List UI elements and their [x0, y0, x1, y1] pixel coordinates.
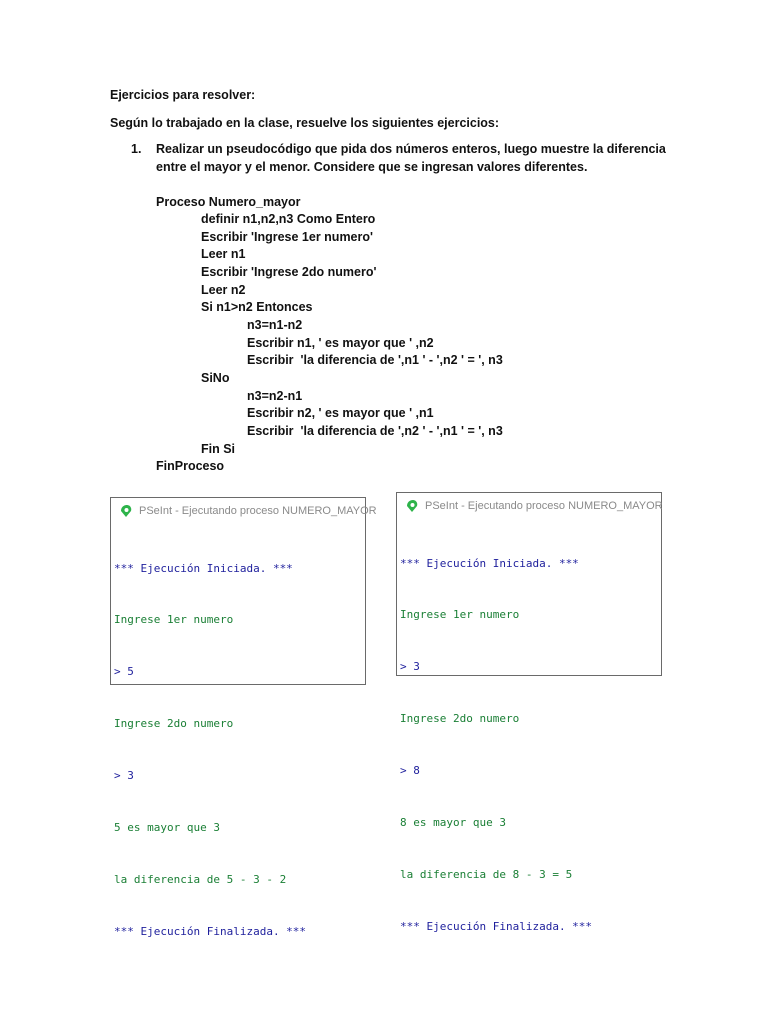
terminal-title: PSeInt - Ejecutando proceso NUMERO_MAYOR: [425, 500, 663, 512]
code-line: Escribir 'la diferencia de ',n2 ' - ',n1 ' = ', n3: [247, 424, 503, 438]
terminal-title-bar: [119, 503, 377, 519]
terminal-line: Ingrese 2do numero: [400, 712, 520, 726]
code-line: Leer n2: [201, 283, 246, 297]
terminal-line: 8 es mayor que 3: [400, 816, 506, 830]
pseint-logo-icon: [119, 504, 133, 518]
terminal-line: > 3: [114, 769, 134, 783]
exercise-text-line-2: entre el mayor y el menor. Considere que se ingresan valores diferentes.: [156, 160, 588, 174]
terminal-line: *** Ejecución Iniciada. ***: [114, 561, 293, 575]
code-line: n3=n1-n2: [247, 318, 303, 332]
terminal-line: Ingrese 2do numero: [114, 717, 234, 731]
exercise-number: 1.: [131, 142, 142, 156]
code-line: definir n1,n2,n3 Como Entero: [201, 212, 376, 226]
code-line: Escribir 'Ingrese 1er numero': [201, 230, 373, 244]
terminal-screenshot-1: [110, 497, 377, 938]
code-line: SiNo: [201, 371, 230, 385]
code-line: n3=n2-n1: [247, 389, 303, 403]
terminal-line: la diferencia de 5 - 3 - 2: [114, 872, 287, 886]
terminal-line: Ingrese 1er numero: [400, 608, 520, 622]
terminal-line: > 3: [400, 660, 420, 674]
terminal-line: *** Ejecución Iniciada. ***: [400, 556, 579, 570]
terminal-line: la diferencia de 8 - 3 = 5: [400, 867, 573, 881]
intro-text: Según lo trabajado en la clase, resuelve los siguientes ejercicios:: [110, 116, 500, 130]
terminal-line: *** Ejecución Finalizada. ***: [400, 919, 593, 933]
code-line: FinProceso: [156, 459, 225, 473]
code-line: Escribir n1, ' es mayor que ' ,n2: [247, 336, 434, 350]
terminal-line: > 5: [114, 665, 134, 679]
code-line: Fin Si: [201, 442, 236, 456]
code-line: Escribir n2, ' es mayor que ' ,n1: [247, 406, 434, 420]
terminal-output: [400, 520, 658, 970]
page-heading: Ejercicios para resolver:: [110, 88, 256, 102]
terminal-title: PSeInt - Ejecutando proceso NUMERO_MAYOR: [139, 505, 377, 517]
terminal-title-bar: [405, 498, 663, 514]
pseint-logo-icon: [405, 499, 419, 513]
code-line: Leer n1: [201, 247, 246, 261]
exercise-text-line-1: Realizar un pseudocódigo que pida dos números enteros, luego muestre la diferencia: [156, 142, 666, 156]
terminal-screenshot-2: [396, 492, 663, 933]
code-line: Si n1>n2 Entonces: [201, 300, 313, 314]
code-line: Escribir 'Ingrese 2do numero': [201, 265, 377, 279]
terminal-line: > 8: [400, 764, 420, 778]
code-line: Escribir 'la diferencia de ',n1 ' - ',n2 ' = ', n3: [247, 353, 503, 367]
terminal-line: *** Ejecución Finalizada. ***: [114, 924, 307, 938]
terminal-output: [114, 525, 362, 975]
code-line: Proceso Numero_mayor: [156, 195, 301, 209]
terminal-line: 5 es mayor que 3: [114, 821, 220, 835]
terminal-line: Ingrese 1er numero: [114, 613, 234, 627]
